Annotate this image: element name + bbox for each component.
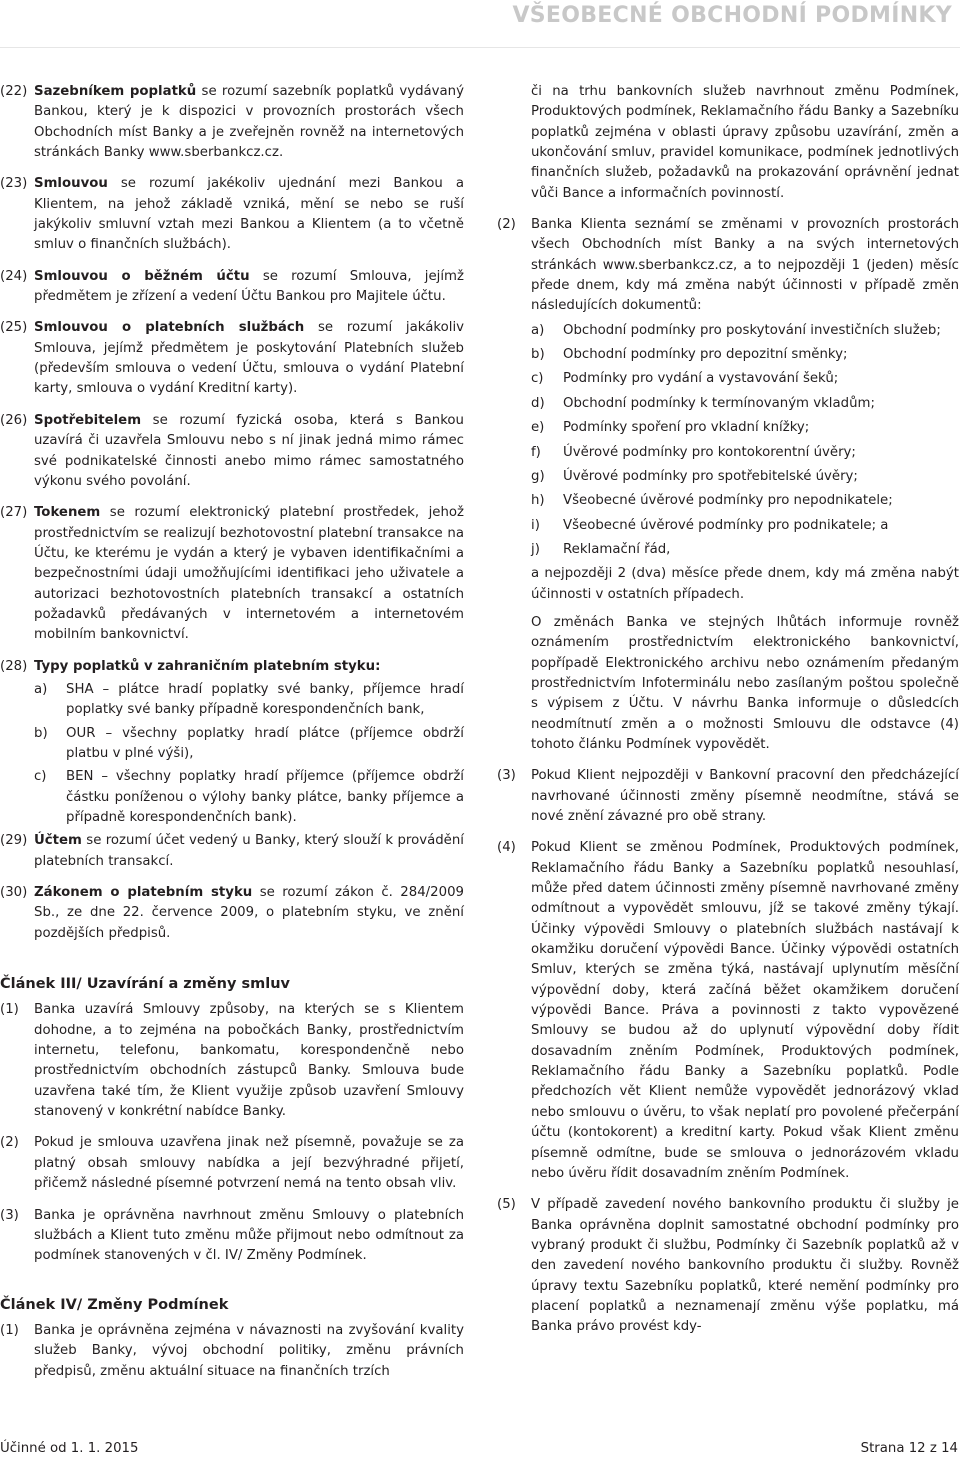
definition-24: [0, 267, 464, 308]
effective-date: Účinné od 1. 1. 2015: [0, 1441, 139, 1456]
term: Smlouvou o platebních službách: [34, 320, 305, 336]
paragraph-number: (3): [497, 768, 516, 784]
definition-text: se rozumí elektronický platební prostředek, jehož prostřednictvím se realizují bezhotovostní platební transakce na Účtu, ke kterému je vydán a který je vybaven identifikačními a bezpečnostními údaji umožňujícími identifikaci jeho uživatele a autorizaci bezhotovostních platebních transakcí a ostatních požadavků předávaných v internetovém a internetovém mobilním bankovnictví.: [34, 505, 464, 643]
term: Spotřebitelem: [34, 412, 142, 428]
list-letter: c): [531, 371, 544, 387]
list-item: [34, 767, 464, 828]
article-3-paragraph-1: [0, 1000, 464, 1122]
paragraph-number: (3): [0, 1207, 19, 1223]
page-number: Strana 12 z 14: [860, 1441, 958, 1456]
list-letter: b): [531, 347, 545, 363]
definition-27: [0, 503, 464, 645]
definition-28: [0, 657, 464, 677]
paragraph-number: (30): [0, 885, 28, 901]
list-letter: c): [34, 769, 47, 785]
list-letter: j): [531, 541, 540, 557]
term: Sazebníkem poplatků: [34, 84, 197, 99]
paragraph-number: (28): [0, 658, 28, 674]
list-letter: d): [531, 395, 545, 411]
list-text: Úvěrové podmínky pro spotřebitelské úvěry;: [563, 468, 858, 484]
paragraph-number: (26): [0, 412, 28, 428]
article-3-heading: Článek III/ Uzavírání a změny smluv: [0, 976, 290, 993]
paragraph-number: (25): [0, 320, 28, 336]
list-text: OUR – všechny poplatky hradí plátce (příjemce obdrží platbu v plné výši),: [66, 725, 464, 761]
definition-30: [0, 883, 464, 944]
definition-text: se rozumí jakákoliv Smlouva, jejímž předmětem je poskytování Platebních služeb (především smlouva o vedení Účtu, smlouva o vydání Platební karty, smlouva o vydání Kreditní karty).: [34, 320, 465, 397]
definition-text: se rozumí zákon č. 284/2009 Sb., ze dne 22. července 2009, o platebním styku, ve znění pozdějších předpisů.: [34, 885, 465, 941]
paragraph-text: Banka uzavírá Smlouvy způsoby, na kterých se s Klientem dohodne, a to zejména na pobočkách Banky, prostřednictvím internetu, telefonu, bankomatu, korespondenčně nebo prostřednictvím obchodních zástupců Banky. Smlouva bude uzavřena také tím, že Klient využije způsob uzavření Smlouvy stanovený v konkrétní nabídce Banky.: [34, 1002, 464, 1120]
list-text: Podmínky spoření pro vkladní knížky;: [563, 420, 810, 436]
definition-25: [0, 318, 464, 399]
paragraph-number: (1): [0, 1002, 19, 1018]
right-column: [497, 82, 959, 1341]
list-item: [531, 418, 959, 438]
list-text: SHA – plátce hradí poplatky své banky, příjemce hradí poplatky své banky případně korespondenčních bank,: [66, 681, 464, 718]
document-title: VŠEOBECNÉ OBCHODNÍ PODMÍNKY: [512, 3, 952, 28]
term: Tokenem: [34, 505, 101, 521]
paragraph-text: či na trhu bankovních služeb navrhnout změnu Podmínek, Produktových podmínek, Reklamačního řádu Banky a Sazebníku poplatků zejména v oblasti úpravy způsobu uzavírání, změn a ukončování smluv, pravidel komunikace, podmínek jednotlivých finančních služeb, požadavků na prokazování oprávnění jednat vůči Bance a informačních povinností.: [531, 84, 959, 201]
paragraph-text: a nejpozději 2 (dva) měsíce přede dnem, kdy má změna nabýt účinnosti v ostatních případech.: [531, 566, 959, 602]
article-3-paragraph-2: [0, 1133, 464, 1194]
list-letter: b): [34, 725, 48, 741]
paragraph-text: Pokud Klient nejpozději v Bankovní pracovní den předcházející navrhované účinnosti změny písemně neodmítne, stává se nové znění závazné pro obě strany.: [531, 768, 959, 824]
list-item: [531, 443, 959, 463]
paragraph-text: O změnách Banka ve stejných lhůtách informuje rovněž oznámením prostřednictvím elektronického bankovnictví, popřípadě Elektronického archivu nebo oznámením předaným prostřednictvím Infoterminálu nebo zasílaným poštou společně s výpisem z Účtu. V návrhu Banka informuje o důsledcích neodmítnutí změn a o možnosti Smlouvu dle odstavce (4) tohoto článku Podmínek vypovědět.: [531, 614, 959, 752]
article-3-paragraph-3: [0, 1206, 464, 1267]
list-letter: i): [531, 517, 540, 533]
list-letter: g): [531, 468, 545, 484]
paragraph-text: V případě zavedení nového bankovního produktu či služby je Banka oprávněna doplnit samostatné obchodní podmínky pro vybraný produkt či službu, Podmínky či Sazebník poplatků až v den zavedení nového bankovního produktu či služby. Rovněž úpravy textu Sazebníku poplatků, které nemění podmínky pro placení poplatků a neznamenají změnu výše poplatku, má Banka právo provést kdy-: [531, 1197, 959, 1335]
list-letter: f): [531, 444, 541, 460]
paragraph-number: (22): [0, 84, 28, 99]
definition-text: se rozumí Smlouva, jejímž předmětem je zřízení a vedení Účtu Bankou pro Majitele účtu.: [34, 268, 464, 305]
list-text: Obchodní podmínky k termínovaným vkladům;: [563, 395, 875, 411]
list-text: Všeobecné úvěrové podmínky pro nepodnikatele;: [563, 493, 893, 509]
list-item: [531, 467, 959, 487]
term: Typy poplatků v zahraničním platebním styku:: [34, 658, 381, 674]
list-item: [531, 369, 959, 389]
paragraph-number: (1): [0, 1322, 19, 1338]
list-letter: a): [531, 322, 545, 338]
list-text: Úvěrové podmínky pro kontokorentní úvěry;: [563, 444, 856, 460]
paragraph-text: Banka Klienta seznámí se změnami v provozních prostorách všech Obchodních míst Banky a na svých internetových stránkách www.sberbankcz.cz, a to nejpozději 1 (jeden) měsíc přede dnem, kdy má změna nabýt účinnosti v případě změn následujících dokumentů:: [531, 217, 959, 314]
list-item: [34, 680, 464, 721]
paragraph-number: (5): [497, 1197, 516, 1213]
definition-text: se rozumí jakékoliv ujednání mezi Bankou a Klientem, na jehož základě vzniká, mění se nebo se ruší jakýkoliv smluvní vztah mezi Bankou a Klientem (a to včetně smluv o finančních službách).: [34, 176, 464, 253]
list-letter: h): [531, 493, 545, 509]
paragraph-text: Banka je oprávněna navrhnout změnu Smlouvy o platebních službách a Klient tuto změnu může přijmout nebo odmítnout za podmínek stanovených v čl. IV/ Změny Podmínek.: [34, 1207, 464, 1264]
page-header: [0, 0, 960, 48]
list-item: [531, 540, 959, 560]
paragraph-text: Banka je oprávněna zejména v návaznosti na zvyšování kvality služeb Banky, vývoj obchodní politiky, změnu právních předpisů, změnu aktuální situace na finančních trzích: [34, 1322, 464, 1379]
list-letter: e): [531, 420, 545, 436]
paragraph-text: Pokud je smlouva uzavřena jinak než písemně, považuje se za platný obsah smlouvy nabídka a její bezvýhradné přijetí, přičemž následné písemné potvrzení nemá na tento obsah vliv.: [34, 1135, 464, 1192]
list-text: Obchodní podmínky pro poskytování investičních služeb;: [563, 322, 941, 338]
article-4-paragraph-3: [497, 766, 959, 827]
paragraph-number: (27): [0, 505, 28, 521]
list-text: Všeobecné úvěrové podmínky pro podnikatele; a: [563, 517, 889, 533]
definition-text: se rozumí fyzická osoba, která s Bankou uzavírá či uzavřela Smlouvu nebo s ní jinak jedná mimo rámec své podnikatelské činnosti anebo mimo rámec samostatného výkonu svého povolání.: [34, 412, 464, 489]
list-letter: a): [34, 681, 48, 697]
paragraph-number: (23): [0, 176, 28, 192]
definition-29: [0, 831, 464, 872]
list-item: [531, 345, 959, 365]
left-column: [0, 82, 464, 1385]
paragraph-number: (2): [497, 217, 516, 233]
list-item: [531, 394, 959, 414]
definition-26: [0, 411, 464, 492]
paragraph-number: (2): [0, 1135, 19, 1151]
paragraph-text: Pokud Klient se změnou Podmínek, Produktových podmínek, Reklamačního řádu Banky a Sazebníku poplatků nesouhlasí, může před datem účinnosti změny písemně navrhované změny odmítnout a vypovědět smlouvu, jíž se takové změny týkají. Účinky výpovědi Smlouvy o platebních službách nastávají k okamžiku doručení výpovědi Bance. Účinky výpovědi ostatních Smluv, kterých se změna týká, nastávají uplynutím měsíční výpovědní doby, která začíná běžet okamžikem doručení výpovědi Bance. Práva a povinnosti z takto vypovězené Smlouvy se budou až do uplynutí výpovědní doby řídit dosavadním zněním Podmínek, Produktových podmínek, Reklamačního řádu Banky a Sazebníku poplatků. Podle předchozích vět Klient nemůže vypovědět jednorázový vklad nebo smlouvu o úvěru, to však neplatí pro povolené přečerpání účtu (kontokorent) a kreditní karty. Pokud však Klient změnu písemně odmítne, bude se smlouva o jednorázovém vkladu nebo úvěru řídit dosavadním zněním Podmínek.: [531, 840, 959, 1181]
term: Smlouvou: [34, 176, 108, 192]
list-text: Obchodní podmínky pro depozitní směnky;: [563, 347, 848, 363]
header-divider: [0, 47, 960, 48]
list-text: Reklamační řád,: [563, 541, 671, 557]
paragraph-number: (24): [0, 268, 28, 284]
definition-text: se rozumí sazebník poplatků vydávaný Bankou, který je k dispozici v provozních prostorách všech Obchodních míst Banky a je zveřejněn rovněž na internetových stránkách Banky www.sberbankcz.cz.: [34, 84, 464, 161]
paragraph-number: (29): [0, 833, 28, 849]
paragraph-number: (4): [497, 840, 516, 856]
article-4-paragraph-5: [497, 1195, 959, 1337]
article-4-paragraph-1-continued: [497, 82, 959, 204]
term: Zákonem o platebním styku: [34, 885, 253, 901]
article-4-paragraph-2: [497, 215, 959, 317]
definition-22: [0, 82, 464, 163]
article-4-heading: Článek IV/ Změny Podmínek: [0, 1296, 229, 1313]
article-4-paragraph-1: [0, 1321, 464, 1382]
article-4-paragraph-4: [497, 838, 959, 1184]
list-item: [531, 491, 959, 511]
list-item: [531, 321, 959, 341]
list-text: Podmínky pro vydání a vystavování šeků;: [563, 371, 839, 387]
list-item: [531, 516, 959, 536]
term: Smlouvou o běžném účtu: [34, 268, 250, 284]
term: Účtem: [34, 833, 82, 849]
definition-23: [0, 174, 464, 255]
list-item: [34, 724, 464, 765]
definition-text: se rozumí účet vedený u Banky, který slouží k provádění platebních transakcí.: [34, 833, 464, 869]
list-text: BEN – všechny poplatky hradí příjemce (příjemce obdrží částku poníženou o výlohy banky plátce, banky příjemce a případně korespondenčních bank).: [66, 769, 464, 825]
